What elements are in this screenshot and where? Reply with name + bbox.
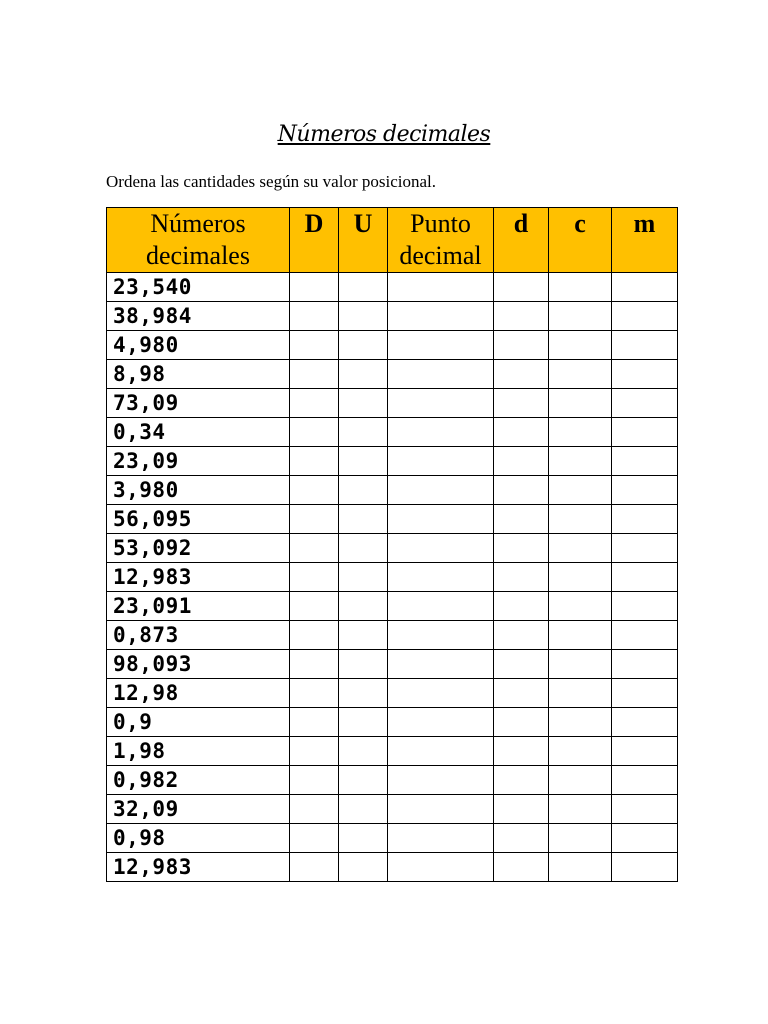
table-row — [107, 824, 678, 853]
answer-cell-c[interactable] — [549, 447, 612, 476]
answer-cell-m[interactable] — [612, 360, 678, 389]
table-row — [107, 853, 678, 882]
answer-cell-D[interactable] — [290, 505, 339, 534]
instruction-text: Ordena las cantidades según su valor posicional. — [106, 172, 436, 191]
answer-cell-m[interactable] — [612, 766, 678, 795]
answer-cell-d[interactable] — [494, 360, 549, 389]
answer-cell-c[interactable] — [549, 708, 612, 737]
answer-cell-d[interactable] — [494, 302, 549, 331]
decimal-number-cell: 53,092 — [107, 534, 290, 563]
answer-cell-c[interactable] — [549, 476, 612, 505]
answer-cell-U[interactable] — [339, 708, 388, 737]
table-row — [107, 679, 678, 708]
answer-cell-U[interactable] — [339, 273, 388, 302]
answer-cell-c[interactable] — [549, 534, 612, 563]
table-row — [107, 447, 678, 476]
answer-cell-punto[interactable] — [388, 273, 494, 302]
answer-cell-d[interactable] — [494, 447, 549, 476]
decimal-number-cell: 3,980 — [107, 476, 290, 505]
table-row — [107, 795, 678, 824]
decimal-number-cell: 73,09 — [107, 389, 290, 418]
answer-cell-d[interactable] — [494, 505, 549, 534]
decimal-number-cell: 12,98 — [107, 679, 290, 708]
answer-cell-punto[interactable] — [388, 360, 494, 389]
answer-cell-c[interactable] — [549, 621, 612, 650]
answer-cell-m[interactable] — [612, 795, 678, 824]
answer-cell-d[interactable] — [494, 679, 549, 708]
table-row — [107, 302, 678, 331]
answer-cell-m[interactable] — [612, 389, 678, 418]
answer-cell-D[interactable] — [290, 737, 339, 766]
answer-cell-punto[interactable] — [388, 621, 494, 650]
answer-cell-m[interactable] — [612, 824, 678, 853]
answer-cell-d[interactable] — [494, 650, 549, 679]
answer-cell-c[interactable] — [549, 853, 612, 882]
answer-cell-D[interactable] — [290, 302, 339, 331]
answer-cell-D[interactable] — [290, 418, 339, 447]
answer-cell-m[interactable] — [612, 650, 678, 679]
decimal-number-cell: 23,09 — [107, 447, 290, 476]
decimal-number-cell: 8,98 — [107, 360, 290, 389]
answer-cell-punto[interactable] — [388, 737, 494, 766]
place-value-table — [106, 207, 678, 882]
answer-cell-m[interactable] — [612, 592, 678, 621]
table-row — [107, 331, 678, 360]
answer-cell-U[interactable] — [339, 534, 388, 563]
answer-cell-d[interactable] — [494, 389, 549, 418]
decimal-number-cell: 0,34 — [107, 418, 290, 447]
answer-cell-D[interactable] — [290, 534, 339, 563]
answer-cell-punto[interactable] — [388, 679, 494, 708]
answer-cell-D[interactable] — [290, 621, 339, 650]
header-punto-decimal — [388, 208, 494, 273]
answer-cell-c[interactable] — [549, 766, 612, 795]
answer-cell-U[interactable] — [339, 476, 388, 505]
answer-cell-punto[interactable] — [388, 563, 494, 592]
table-row — [107, 621, 678, 650]
table-row — [107, 389, 678, 418]
table-row — [107, 708, 678, 737]
answer-cell-punto[interactable] — [388, 650, 494, 679]
answer-cell-D[interactable] — [290, 708, 339, 737]
answer-cell-U[interactable] — [339, 331, 388, 360]
answer-cell-c[interactable] — [549, 824, 612, 853]
answer-cell-punto[interactable] — [388, 418, 494, 447]
answer-cell-c[interactable] — [549, 389, 612, 418]
answer-cell-D[interactable] — [290, 650, 339, 679]
answer-cell-m[interactable] — [612, 563, 678, 592]
table-row — [107, 534, 678, 563]
decimal-number-cell: 0,98 — [107, 824, 290, 853]
header-numeros-line2: decimales — [146, 241, 250, 270]
answer-cell-D[interactable] — [290, 331, 339, 360]
answer-cell-c[interactable] — [549, 650, 612, 679]
answer-cell-punto[interactable] — [388, 505, 494, 534]
answer-cell-m[interactable] — [612, 679, 678, 708]
answer-cell-punto[interactable] — [388, 592, 494, 621]
answer-cell-d[interactable] — [494, 273, 549, 302]
answer-cell-d[interactable] — [494, 418, 549, 447]
answer-cell-c[interactable] — [549, 302, 612, 331]
header-numeros-decimales — [107, 208, 290, 273]
header-centesimas: c — [549, 208, 612, 273]
answer-cell-d[interactable] — [494, 476, 549, 505]
answer-cell-U[interactable] — [339, 592, 388, 621]
answer-cell-d[interactable] — [494, 824, 549, 853]
answer-cell-d[interactable] — [494, 621, 549, 650]
answer-cell-U[interactable] — [339, 650, 388, 679]
header-row — [107, 208, 678, 273]
answer-cell-m[interactable] — [612, 534, 678, 563]
table-row — [107, 563, 678, 592]
decimal-number-cell: 0,873 — [107, 621, 290, 650]
decimal-number-cell: 56,095 — [107, 505, 290, 534]
answer-cell-punto[interactable] — [388, 389, 494, 418]
answer-cell-punto[interactable] — [388, 853, 494, 882]
answer-cell-d[interactable] — [494, 766, 549, 795]
decimal-number-cell: 23,540 — [107, 273, 290, 302]
answer-cell-c[interactable] — [549, 737, 612, 766]
answer-cell-punto[interactable] — [388, 708, 494, 737]
decimal-number-cell: 98,093 — [107, 650, 290, 679]
decimal-number-cell: 0,982 — [107, 766, 290, 795]
answer-cell-U[interactable] — [339, 360, 388, 389]
answer-cell-U[interactable] — [339, 418, 388, 447]
table-row — [107, 418, 678, 447]
answer-cell-D[interactable] — [290, 766, 339, 795]
answer-cell-U[interactable] — [339, 679, 388, 708]
answer-cell-m[interactable] — [612, 708, 678, 737]
answer-cell-D[interactable] — [290, 273, 339, 302]
page-title: Números decimales — [277, 122, 491, 147]
answer-cell-D[interactable] — [290, 447, 339, 476]
table-body — [107, 273, 678, 882]
table-row — [107, 592, 678, 621]
table-row — [107, 360, 678, 389]
answer-cell-c[interactable] — [549, 418, 612, 447]
answer-cell-D[interactable] — [290, 824, 339, 853]
answer-cell-m[interactable] — [612, 621, 678, 650]
answer-cell-punto[interactable] — [388, 766, 494, 795]
answer-cell-m[interactable] — [612, 505, 678, 534]
answer-cell-c[interactable] — [549, 795, 612, 824]
answer-cell-m[interactable] — [612, 418, 678, 447]
decimal-number-cell: 0,9 — [107, 708, 290, 737]
answer-cell-D[interactable] — [290, 679, 339, 708]
answer-cell-punto[interactable] — [388, 824, 494, 853]
decimal-number-cell: 38,984 — [107, 302, 290, 331]
table-row — [107, 650, 678, 679]
answer-cell-d[interactable] — [494, 563, 549, 592]
answer-cell-U[interactable] — [339, 302, 388, 331]
answer-cell-U[interactable] — [339, 563, 388, 592]
answer-cell-m[interactable] — [612, 273, 678, 302]
header-decenas: D — [290, 208, 339, 273]
header-decimas: d — [494, 208, 549, 273]
header-milesimas: m — [612, 208, 678, 273]
answer-cell-D[interactable] — [290, 592, 339, 621]
answer-cell-c[interactable] — [549, 679, 612, 708]
answer-cell-c[interactable] — [549, 360, 612, 389]
header-punto-line2: decimal — [399, 241, 482, 270]
header-numeros-line1: Números — [150, 209, 246, 238]
answer-cell-U[interactable] — [339, 853, 388, 882]
answer-cell-U[interactable] — [339, 766, 388, 795]
header-unidades: U — [339, 208, 388, 273]
answer-cell-U[interactable] — [339, 737, 388, 766]
answer-cell-d[interactable] — [494, 331, 549, 360]
table-row — [107, 737, 678, 766]
answer-cell-m[interactable] — [612, 853, 678, 882]
table-row — [107, 476, 678, 505]
answer-cell-m[interactable] — [612, 302, 678, 331]
decimal-number-cell: 32,09 — [107, 795, 290, 824]
answer-cell-c[interactable] — [549, 563, 612, 592]
answer-cell-U[interactable] — [339, 824, 388, 853]
answer-cell-D[interactable] — [290, 563, 339, 592]
answer-cell-d[interactable] — [494, 853, 549, 882]
table-row — [107, 766, 678, 795]
decimal-number-cell: 4,980 — [107, 331, 290, 360]
answer-cell-D[interactable] — [290, 360, 339, 389]
decimal-number-cell: 12,983 — [107, 853, 290, 882]
answer-cell-punto[interactable] — [388, 534, 494, 563]
answer-cell-punto[interactable] — [388, 447, 494, 476]
answer-cell-m[interactable] — [612, 476, 678, 505]
answer-cell-d[interactable] — [494, 795, 549, 824]
answer-cell-U[interactable] — [339, 389, 388, 418]
answer-cell-c[interactable] — [549, 505, 612, 534]
answer-cell-punto[interactable] — [388, 476, 494, 505]
answer-cell-m[interactable] — [612, 331, 678, 360]
answer-cell-d[interactable] — [494, 708, 549, 737]
table-row — [107, 273, 678, 302]
answer-cell-U[interactable] — [339, 795, 388, 824]
answer-cell-d[interactable] — [494, 534, 549, 563]
answer-cell-c[interactable] — [549, 592, 612, 621]
answer-cell-d[interactable] — [494, 737, 549, 766]
decimal-number-cell: 23,091 — [107, 592, 290, 621]
answer-cell-D[interactable] — [290, 853, 339, 882]
answer-cell-m[interactable] — [612, 447, 678, 476]
answer-cell-D[interactable] — [290, 795, 339, 824]
table-header — [107, 208, 678, 273]
answer-cell-c[interactable] — [549, 331, 612, 360]
answer-cell-D[interactable] — [290, 476, 339, 505]
header-punto-line1: Punto — [410, 209, 471, 238]
answer-cell-c[interactable] — [549, 273, 612, 302]
decimal-number-cell: 12,983 — [107, 563, 290, 592]
answer-cell-U[interactable] — [339, 505, 388, 534]
answer-cell-punto[interactable] — [388, 331, 494, 360]
answer-cell-m[interactable] — [612, 737, 678, 766]
answer-cell-U[interactable] — [339, 621, 388, 650]
answer-cell-punto[interactable] — [388, 302, 494, 331]
decimal-number-cell: 1,98 — [107, 737, 290, 766]
answer-cell-D[interactable] — [290, 389, 339, 418]
answer-cell-U[interactable] — [339, 447, 388, 476]
answer-cell-punto[interactable] — [388, 795, 494, 824]
answer-cell-d[interactable] — [494, 592, 549, 621]
table-row — [107, 505, 678, 534]
